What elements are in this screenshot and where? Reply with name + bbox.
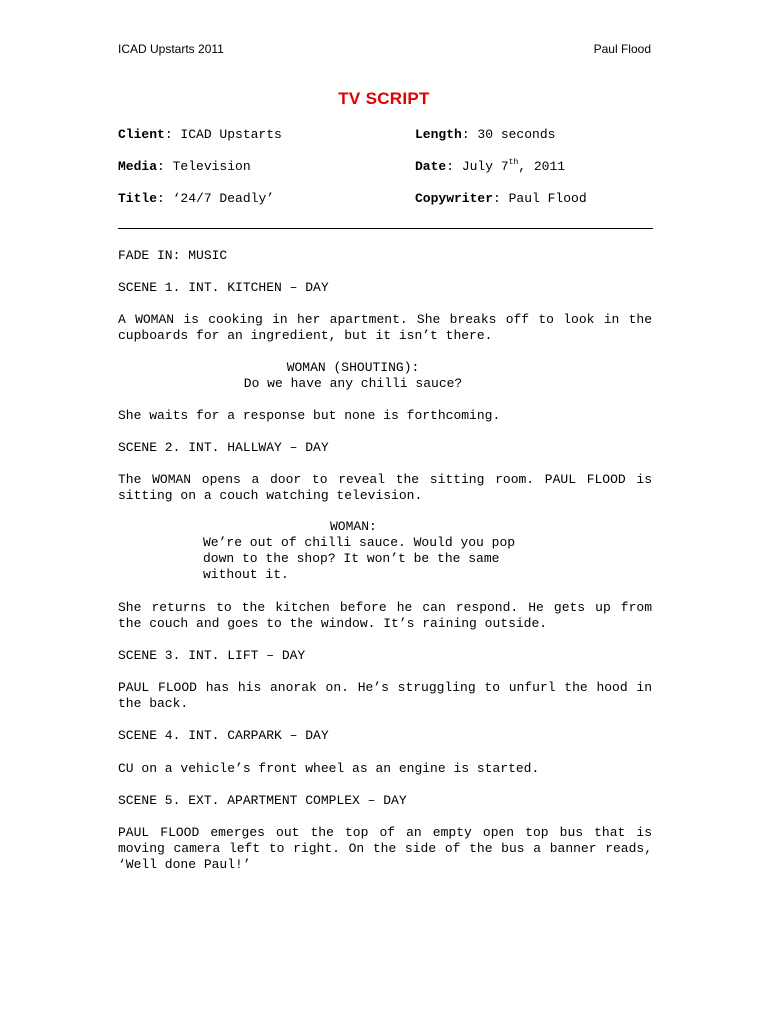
scene-1-action: A WOMAN is cooking in her apartment. She breaks off to look in the cupboards for an ingredient, but it isn’t there.: [118, 312, 652, 343]
scene-2-action: The WOMAN opens a door to reveal the sitting room. PAUL FLOOD is sitting on a couch watching television.: [118, 472, 652, 503]
scene-2-heading: SCENE 2. INT. HALLWAY – DAY: [118, 440, 329, 455]
header-divider: [118, 228, 653, 229]
header-right: Paul Flood: [593, 42, 651, 56]
date-value: July 7: [461, 159, 509, 174]
fade-in-line: FADE IN: MUSIC: [118, 248, 228, 263]
media-value: Television: [172, 159, 251, 174]
scene-5-action: PAUL FLOOD emerges out the top of an empty open top bus that is moving camera left to right. On the side of the bus a banner reads, ‘Well done Paul!’: [118, 825, 652, 872]
scene-4-action: CU on a vehicle’s front wheel as an engine is started.: [118, 761, 540, 776]
copywriter-label: Copywriter: [415, 191, 494, 206]
copywriter-value: Paul Flood: [508, 191, 587, 206]
client-value: ICAD Upstarts: [180, 127, 282, 142]
dialogue-2-line-2: down to the shop? It won’t be the same: [203, 551, 500, 566]
scene-3-heading: SCENE 3. INT. LIFT – DAY: [118, 648, 306, 663]
scene-3-action: PAUL FLOOD has his anorak on. He’s struggling to unfurl the hood in the back.: [118, 680, 652, 711]
meta-media: Media: Television: [118, 159, 251, 174]
meta-date: Date: July 7th, 2011: [415, 158, 566, 174]
media-label: Media: [118, 159, 158, 174]
scene-1-heading: SCENE 1. INT. KITCHEN – DAY: [118, 280, 329, 295]
date-year: , 2011: [518, 159, 566, 174]
length-value: 30 seconds: [477, 127, 556, 142]
dialogue-1-line: Do we have any chilli sauce?: [243, 376, 463, 391]
meta-length: Length: 30 seconds: [415, 127, 556, 142]
dialogue-2-line-3: without it.: [203, 567, 289, 582]
scene-1-action-2: She waits for a response but none is forthcoming.: [118, 408, 501, 423]
date-label: Date: [415, 159, 447, 174]
scene-4-heading: SCENE 4. INT. CARPARK – DAY: [118, 728, 329, 743]
meta-title: Title: ‘24/7 Deadly’: [118, 191, 275, 206]
client-label: Client: [118, 127, 165, 142]
scene-5-heading: SCENE 5. EXT. APARTMENT COMPLEX – DAY: [118, 793, 407, 808]
title-value: ‘24/7 Deadly’: [172, 191, 275, 206]
title-label: Title: [118, 191, 158, 206]
scene-2-action-2: She returns to the kitchen before he can respond. He gets up from the couch and goes to the window. It’s raining outside.: [118, 600, 652, 631]
dialogue-2-character: WOMAN:: [330, 519, 377, 534]
document-title: TV SCRIPT: [338, 89, 430, 108]
meta-client: Client: ICAD Upstarts: [118, 127, 282, 142]
header-left: ICAD Upstarts 2011: [118, 42, 224, 56]
meta-copywriter: Copywriter: Paul Flood: [415, 191, 587, 206]
date-suffix: th: [508, 158, 519, 167]
length-label: Length: [415, 127, 462, 142]
dialogue-1-character: WOMAN (SHOUTING):: [286, 360, 420, 375]
dialogue-2-line-1: We’re out of chilli sauce. Would you pop: [203, 535, 516, 550]
